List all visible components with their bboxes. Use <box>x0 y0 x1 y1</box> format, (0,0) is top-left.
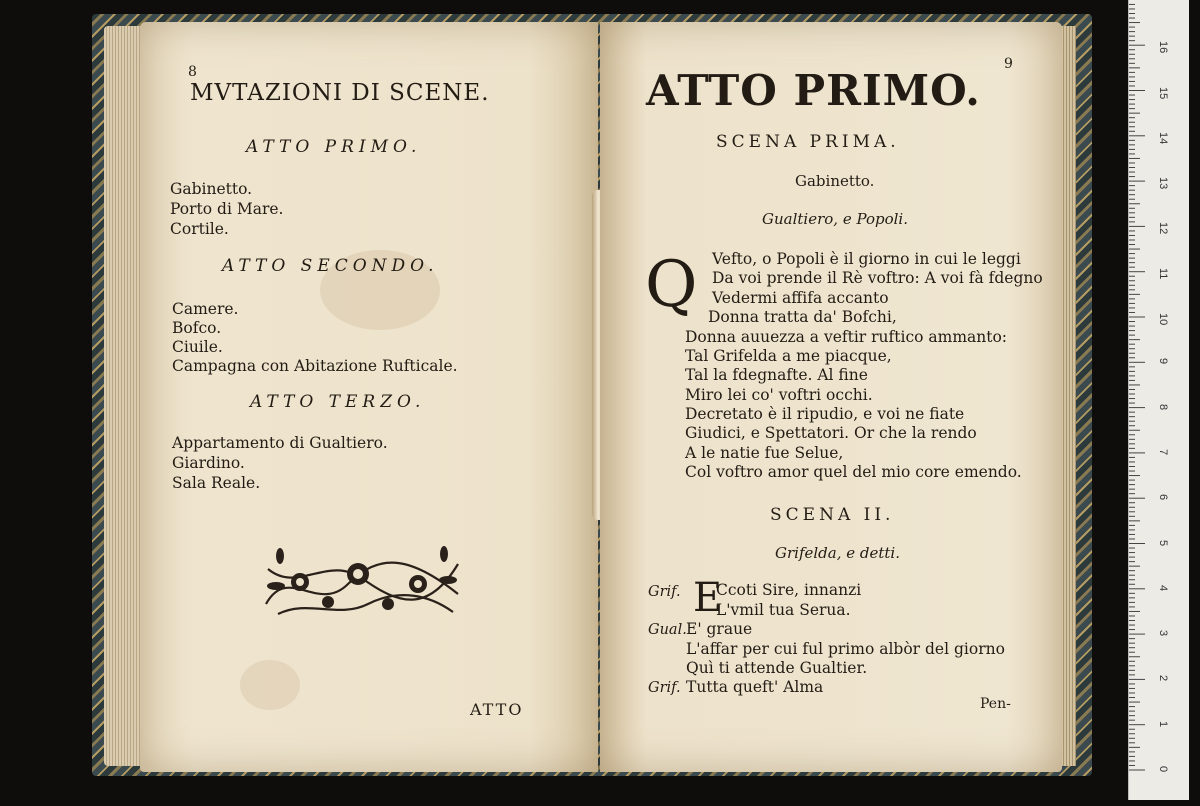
scene-1-line-2: Da voi prende il Rè voftro: A voi fà fdegno <box>712 269 1043 287</box>
speaker-gual: Gual. <box>648 622 687 638</box>
measuring-ruler <box>1128 0 1189 800</box>
right-page-number: 9 <box>1004 56 1013 72</box>
act-3-heading: ATTO TERZO. <box>250 392 426 412</box>
speaker-grif: Grif. <box>648 584 681 600</box>
paper-stain <box>240 660 300 710</box>
scene-2-line-1: Ccoti Sire, innanzi <box>716 581 862 599</box>
left-page-title: MVTAZIONI DI SCENE. <box>190 80 490 106</box>
ruler-label: 0 <box>1157 766 1169 773</box>
act-3-scene-2: Giardino. <box>172 454 245 472</box>
ruler-label: 15 <box>1157 86 1169 99</box>
scene-2-line-3: E' graue <box>686 620 753 638</box>
scene-2-line-5: Quì ti attende Gualtier. <box>686 659 868 677</box>
scene-1-line-5: Donna auuezza a veftir ruftico ammanto: <box>685 328 1008 346</box>
scene-1-line-8: Miro lei co' voftri occhi. <box>685 386 873 404</box>
scene-1-line-10: Giudici, e Spettatori. Or che la rendo <box>685 424 977 442</box>
scene-2-line-2: L'vmil tua Serua. <box>716 601 851 619</box>
ruler-label: 1 <box>1157 720 1169 727</box>
act-2-scene-4: Campagna con Abitazione Rufticale. <box>172 357 458 375</box>
ruler-label: 6 <box>1157 494 1169 501</box>
ruler-label: 5 <box>1157 539 1169 546</box>
page-edges-left <box>104 26 144 766</box>
act-3-scene-3: Sala Reale. <box>172 474 261 492</box>
scene-1-characters: Gualtiero, e Popoli. <box>762 210 908 228</box>
act-1-scene-3: Cortile. <box>170 220 229 238</box>
act-1-scene-2: Porto di Mare. <box>170 200 284 218</box>
scene-2-line-6: Tutta queft' Alma <box>686 678 824 696</box>
right-catchword: Pen- <box>980 696 1011 712</box>
drop-cap-q: Q <box>645 248 698 322</box>
ruler-label: 13 <box>1157 177 1169 190</box>
act-2-scene-3: Ciuile. <box>172 338 223 356</box>
act-1-scene-1: Gabinetto. <box>170 180 253 198</box>
scene-1-line-11: A le natie fue Selue, <box>685 444 844 462</box>
scene-2-heading: SCENA II. <box>770 505 895 525</box>
act-2-scene-1: Camere. <box>172 300 239 318</box>
scene-1-line-6: Tal Grifelda a me piacque, <box>685 347 892 365</box>
ruler-label: 14 <box>1157 131 1169 145</box>
scene-1-line-12: Col voftro amor quel del mio core emendo. <box>685 463 1022 481</box>
left-catchword: ATTO <box>470 700 524 719</box>
drop-cap-e: E <box>693 575 723 621</box>
ruler-label: 10 <box>1157 313 1169 326</box>
scene-1-line-1: Vefto, o Popoli è il giorno in cui le leggi <box>712 250 1021 268</box>
ruler-label: 8 <box>1157 403 1169 410</box>
scene-2-line-4: L'affar per cui ful primo albòr del giorno <box>686 640 1005 658</box>
scene-1-setting: Gabinetto. <box>795 172 875 190</box>
ruler-label: 12 <box>1157 222 1169 235</box>
ruler-label: 7 <box>1157 448 1169 456</box>
act-1-heading: ATTO PRIMO. <box>246 137 422 157</box>
scene-1-line-3: Vedermi affifa accanto <box>712 289 889 307</box>
ruler-label: 4 <box>1157 584 1169 591</box>
act-2-scene-2: Bofco. <box>172 319 222 337</box>
right-page-title: ATTO PRIMO. <box>646 66 981 115</box>
scene-1-line-7: Tal la fdegnafte. Al fine <box>685 366 868 384</box>
ruler-label: 9 <box>1157 358 1169 365</box>
ruler-label: 2 <box>1157 675 1169 682</box>
ruler-label: 11 <box>1157 267 1169 280</box>
scene-1-line-4: Donna tratta da' Bofchi, <box>708 308 897 326</box>
left-page-number: 8 <box>188 64 197 80</box>
scene-1-line-9: Decretato è il ripudio, e voi ne fiate <box>685 405 965 423</box>
act-2-heading: ATTO SECONDO. <box>222 256 439 276</box>
scene-2-characters: Grifelda, e detti. <box>775 544 901 562</box>
speaker-grif-2: Grif. <box>648 680 681 696</box>
ruler-label: 3 <box>1157 630 1169 637</box>
ruler-label: 16 <box>1157 41 1169 54</box>
act-3-scene-1: Appartamento di Gualtiero. <box>172 434 388 452</box>
floral-ornament <box>258 544 468 624</box>
scene-1-heading: SCENA PRIMA. <box>716 132 900 152</box>
